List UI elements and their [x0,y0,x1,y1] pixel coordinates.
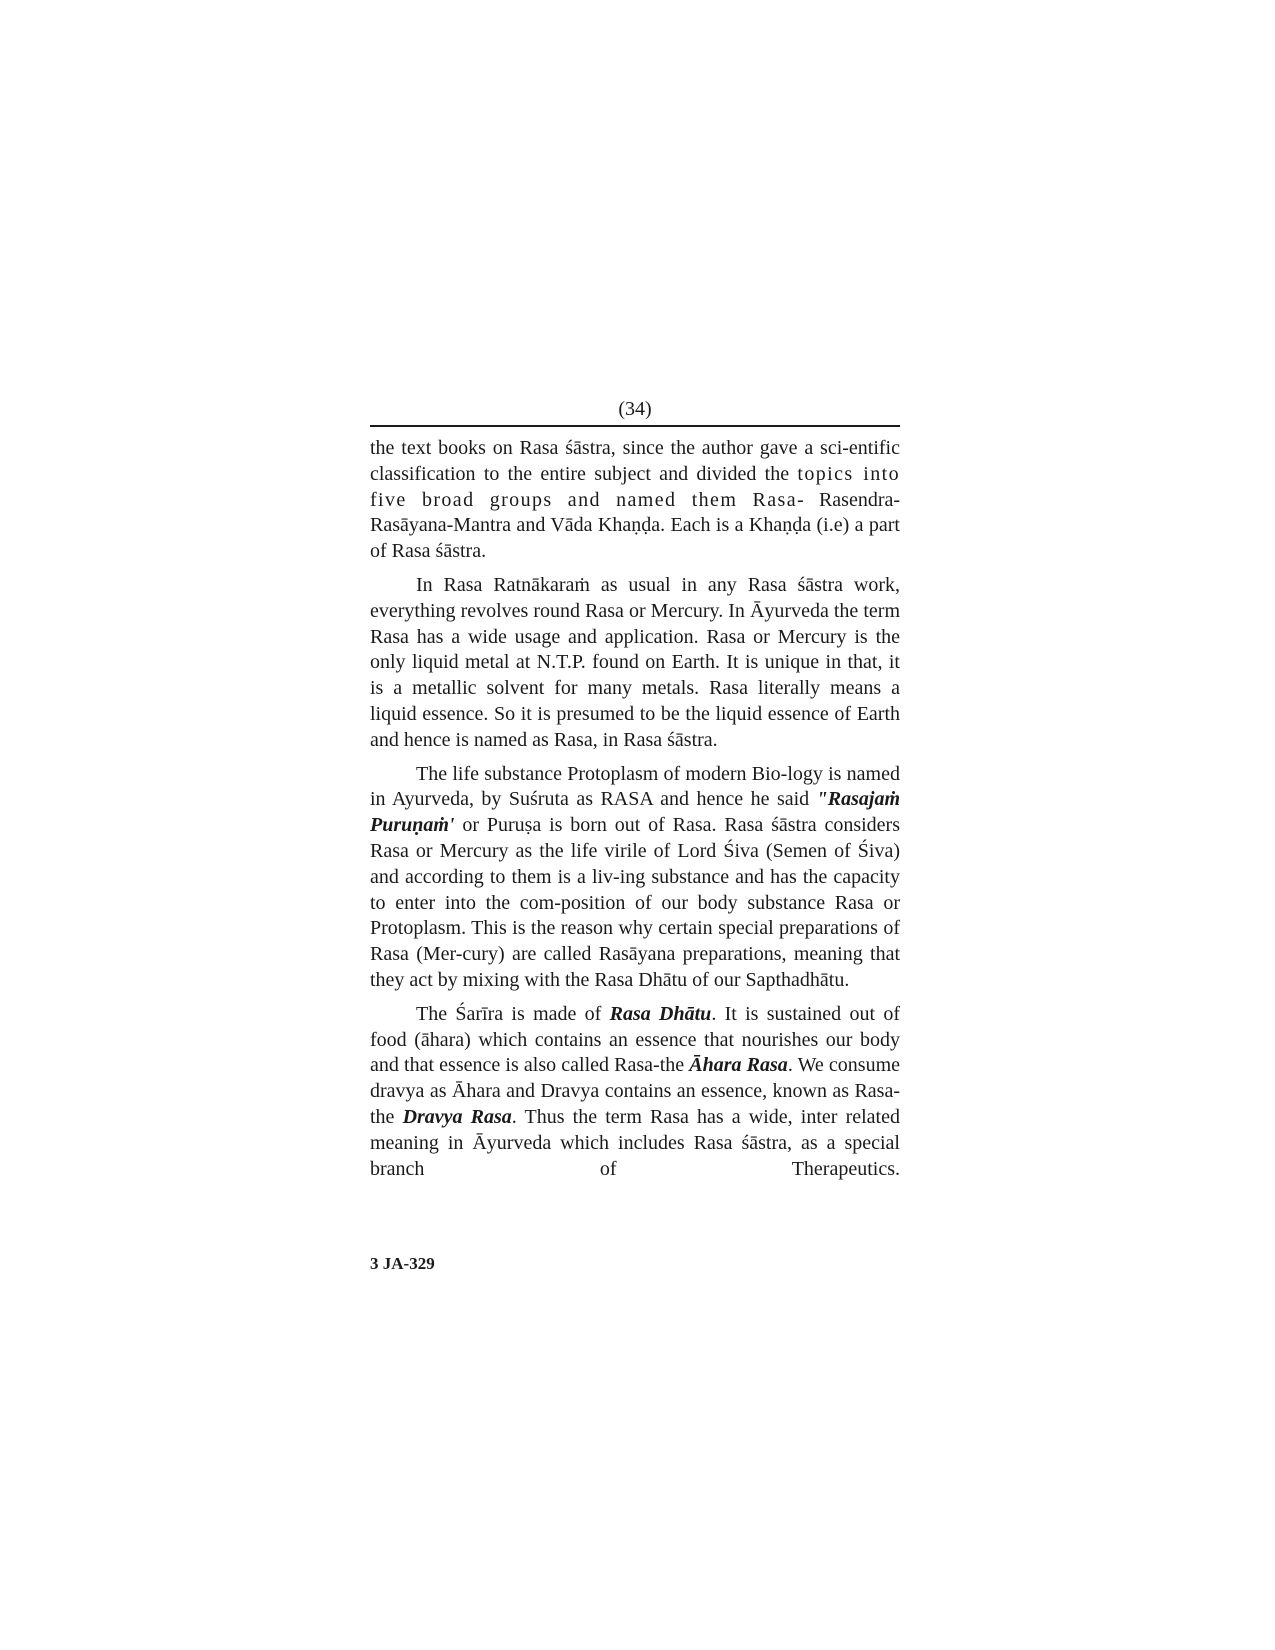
emphasis-text: Dravya Rasa [402,1105,512,1128]
text-segment: The life substance Protoplasm of modern Bio-logy is named in Ayurveda, by Suśruta as RASA and hence he said [370,762,900,811]
paragraph-3 [370,762,900,994]
text-segment: . We consume dravya as Āhara and Dravya contains an essence, known as Rasa-the [370,1054,901,1128]
text-segment: . Thus the term Rasa has a wide, inter related meaning in Āyurveda which includes Rasa śāstra, as a special branch of Therapeutics. [370,1105,900,1180]
paragraph-4 [370,1002,900,1183]
text-segment: or Puruṣa is born out of Rasa. Rasa śāstra considers Rasa or Mercury as the life virile of Lord Śiva (Semen of Śiva) and according to them is a liv-ing substance and has the capacity to enter into the com-position of our body substance Rasa or Protoplasm. This is the reason why certain special preparations of Rasa (Mer-cury) are called Rasāyana preparations, meaning that they act by mixing with the Rasa Dhātu of our Sapthadhātu. [370,814,900,991]
text-segment: Rasendra-Rasāyana-Mantra and Vāda Khaṇḍa. Each is a Khaṇḍa (i.e) a part of Rasa śāstra. [370,488,901,563]
header-rule [370,425,900,427]
text-segment: . It is sustained out of food (āhara) which contains an essence that nourishes our body and that essence is also called Rasa-the [370,1002,900,1077]
text-segment: the text books on Rasa śāstra, since the author gave a sci-entific classification to the entire subject and divided the [370,437,900,485]
body-text [370,436,900,1190]
page-number: (34) [618,398,652,420]
emphasis-text: Āhara Rasa [689,1054,788,1077]
text-segment: topics into five broad groups and named them Rasa- [370,462,900,511]
text-segment: In Rasa Ratnākaraṁ as usual in any Rasa śāstra work, everything revolves round Rasa or Mercury. In Āyurveda the term Rasa has a wide usage and application. Rasa or Mercury is the only liquid metal at N.T.P. found on Earth. It is unique in that, it is a metallic solvent for many metals. Rasa literally means a liquid essence. So it is presumed to be the liquid essence of Earth and hence is named as Rasa, in Rasa śāstra. [370,573,900,751]
footer-code: 3 JA-329 [370,1254,435,1273]
paragraph-1 [370,436,900,565]
emphasis-text: "Rasajaṁ Puruṇaṁ' [370,788,900,837]
text-segment: The Śarīra is made of [416,1002,610,1025]
emphasis-text: Rasa Dhātu [609,1002,712,1025]
paragraph-2 [370,573,900,754]
